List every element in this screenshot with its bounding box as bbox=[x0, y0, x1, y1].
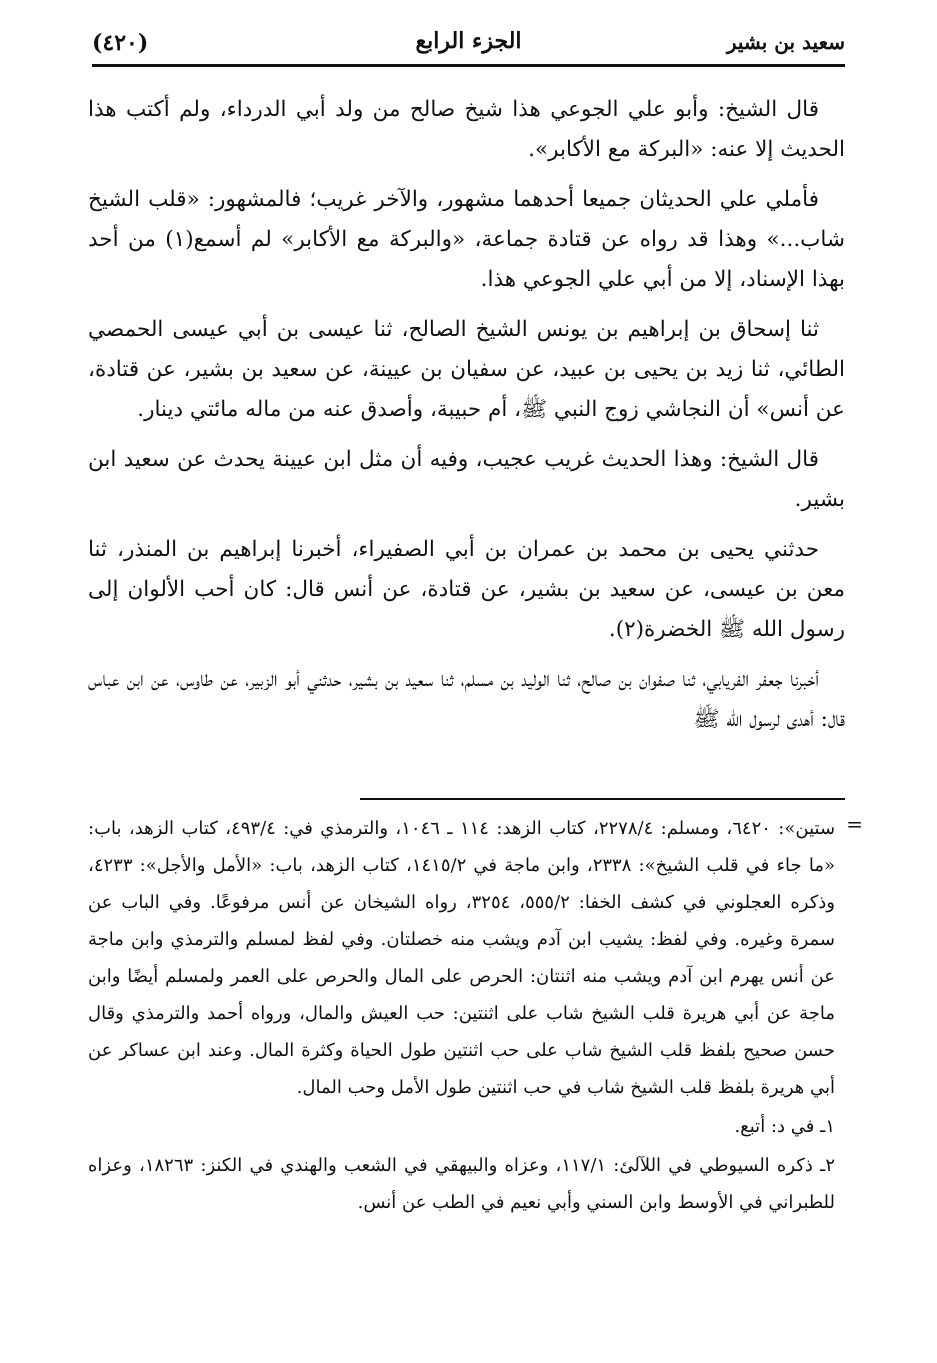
entry-name: سعيد بن بشير bbox=[726, 30, 845, 54]
paragraph: ثنا إسحاق بن إبراهيم بن يونس الشيخ الصالح، ثنا عيسى بن أبي عيسى الحمصي الطائي، ثنا زيد بن يحيى بن عبيد، عن سفيان بن عيينة، عن سعيد بن بشير، عن قتادة، عن أنس» أن النجاشي زوج النبي ﷺ، أم حبيبة، وأصدق عنه من ماله مائتي دينار. bbox=[88, 317, 845, 422]
footnote-2: ٢ـ ذكره السيوطي في اللآلئ: ١١٧/١، وعزاه والبيهقي في الشعب والهندي في الكنز: ١٨٢٦٣، وعزاه للطبراني في الأوسط وابن السني وأبي نعيم في الطب عن أنس. bbox=[88, 1155, 835, 1213]
paragraph: قال الشيخ: وأبو علي الجوعي هذا شيخ صالح من ولد أبي الدرداء، ولم أكتب هذا الحديث إلا عنه: «البركة مع الأكابر». bbox=[88, 97, 845, 162]
paragraph: قال الشيخ: وهذا الحديث غريب عجيب، وفيه أن مثل ابن عيينة يحدث عن سعيد ابن بشير. bbox=[88, 447, 845, 512]
paragraph: أخبرنا جعفر الفريابي، ثنا صفوان بن صالح، ثنا الوليد بن مسلم، ثنا سعيد بن بشير، حدثني أبو الزبير، عن طاوس، عن ابن عباس قال: أهدى لرسول الله ﷺ bbox=[88, 667, 845, 732]
part-title: الجزء الرابع bbox=[415, 28, 522, 54]
main-text bbox=[88, 90, 845, 750]
footnote-1: ١ـ في د: أتبع. bbox=[734, 1116, 835, 1137]
footnote-continuation: ستين»: ٦٤٢٠، ومسلم: ٢٢٧٨/٤، كتاب الزهد: ١١٤ ـ ١٠٤٦، والترمذي في: ٤٩٣/٤، كتاب الزهد، باب: «ما جاء في قلب الشيخ»: ٢٣٣٨، وابن ماجة في ١٤١٥/٢، كتاب الزهد، باب: «الأمل والأجل»: ٤٢٣٣، وذكره العجلوني في كشف الخفا: ٥٥٥/٢، ٣٢٥٤، رواه الشيخان عن أنس مرفوعًا. وفي الباب عن سمرة وغيره. وفي لفظ: يشيب ابن آدم ويشب منه خصلتان. وفي لفظ لمسلم والترمذي وابن ماجة عن أنس يهرم ابن آدم ويشب منه اثنتان: الحرص على المال والحرص على العمر ولمسلم أيضًا وابن ماجة عن أبي هريرة قلب الشيخ شاب على اثنتين: حب العيش والمال، ورواه أحمد والترمذي وقال حسن صحيح بلفظ قلب الشيخ شاب على حب اثنتين طول الحياة وكثرة المال. وعند ابن عساكر عن أبي هريرة بلفظ قلب الشيخ شاب في حب اثنتين طول الأمل وحب المال. bbox=[88, 818, 836, 1098]
continuation-mark: = bbox=[846, 812, 863, 836]
page-header bbox=[92, 26, 845, 67]
paragraph: حدثني يحيى بن محمد بن عمران بن أبي الصفيراء، أخبرنا إبراهيم بن المنذر، ثنا معن بن عيسى، عن سعيد بن بشير، عن قتادة، عن أنس قال: كان أحب الألوان إلى رسول الله ﷺ الخضرة(٢). bbox=[88, 537, 845, 642]
paragraph: فأملي علي الحديثان جميعا أحدهما مشهور، والآخر غريب؛ فالمشهور: «قلب الشيخ شاب...» وهذا قد رواه عن قتادة جماعة، «والبركة مع الأكابر» لم أسمع(١) من أحد بهذا الإسناد، إلا من أبي علي الجوعي هذا. bbox=[88, 187, 845, 292]
footnotes bbox=[88, 810, 835, 1221]
footnote-separator bbox=[360, 798, 845, 800]
page-number: (٤٢٠) bbox=[92, 30, 149, 56]
